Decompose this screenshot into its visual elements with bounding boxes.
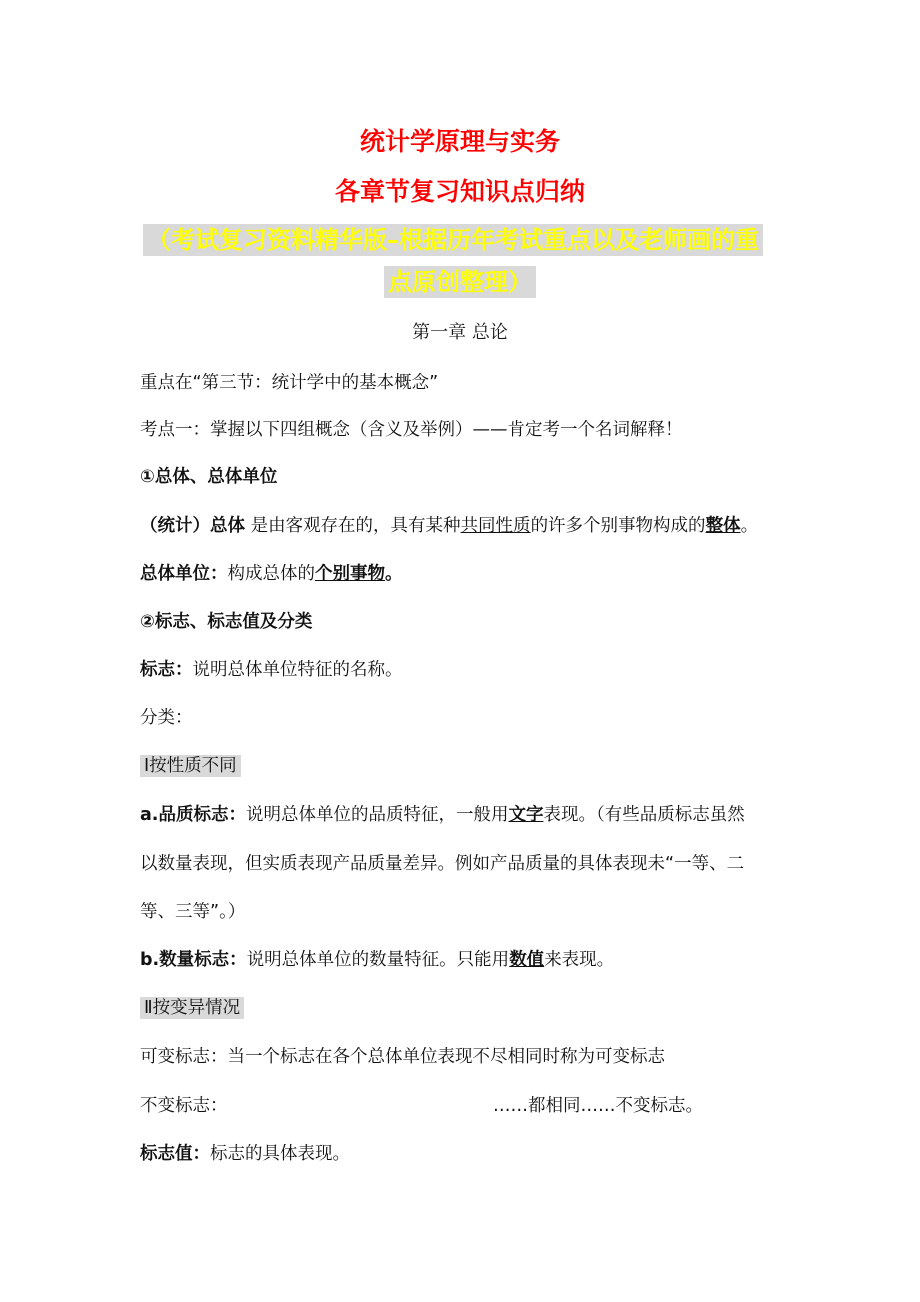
chapter-heading: 第一章 总论 (412, 322, 508, 343)
invariable-mark-definition: ……都相同……不变标志。 (493, 1096, 703, 1116)
unit-definition: 总体单位：构成总体的个别事物。 (140, 564, 403, 584)
underlined-text: 文字 (508, 805, 544, 825)
variable-mark-definition: 可变标志：当一个标志在各个总体单位表现不尽相同时称为可变标志 (140, 1047, 665, 1067)
quality-mark-definition: a.品质标志：说明总体单位的品质特征，一般用文字表现。（有些品质标志虽然 (140, 805, 745, 825)
focus-paragraph: 重点在“第三节：统计学中的基本概念” (140, 373, 439, 393)
underlined-numeric-value: 数值 (509, 950, 545, 970)
classification-label: 分类： (140, 708, 193, 728)
mark-term: 标志： (140, 660, 193, 680)
quality-mark-line2: 以数量表现，但实质表现产品质量差异。例如产品质量的具体表现未“一等、二 (140, 854, 745, 874)
exam-point-paragraph: 考点一：掌握以下四组概念（含义及举例）——肯定考一个名词解释！ (140, 420, 683, 440)
unit-term: 总体单位： (140, 564, 228, 584)
invariable-mark-term: 不变标志： (140, 1096, 228, 1116)
underlined-common-nature: 共同性质 (460, 516, 531, 536)
quantity-mark-term: b.数量标志： (140, 950, 247, 970)
total-definition: （统计）总体 是由客观存在的，具有某种共同性质的许多个别事物构成的整体。 (140, 516, 759, 536)
total-term: （统计）总体 (140, 516, 245, 536)
group2-heading: ②标志、标志值及分类 (140, 612, 313, 632)
doc-subtitle: 各章节复习知识点归纳 (334, 177, 585, 206)
underlined-whole: 整体 (705, 516, 741, 536)
highlight-note-line2: 点原创整理） (384, 262, 536, 297)
mark-value-definition: 标志值：标志的具体表现。 (140, 1144, 350, 1164)
doc-title: 统计学原理与实务 (359, 127, 560, 156)
quality-mark-line3: 等、三等”。） (140, 902, 246, 922)
highlight-note-line1: （考试复习资料精华版–根据历年考试重点以及老师画的重 (143, 220, 763, 255)
quality-mark-term: a.品质标志： (140, 805, 246, 825)
category-by-variation: Ⅱ按变异情况 (140, 994, 244, 1019)
quantity-mark-definition: b.数量标志：说明总体单位的数量特征。只能用数值来表现。 (140, 950, 615, 970)
mark-value-term: 标志值： (140, 1144, 210, 1164)
underlined-individual-things: 个别事物 (315, 564, 385, 584)
mark-definition: 标志：说明总体单位特征的名称。 (140, 660, 403, 680)
group1-heading: ①总体、总体单位 (140, 467, 278, 487)
category-by-nature: Ⅰ按性质不同 (140, 752, 241, 777)
